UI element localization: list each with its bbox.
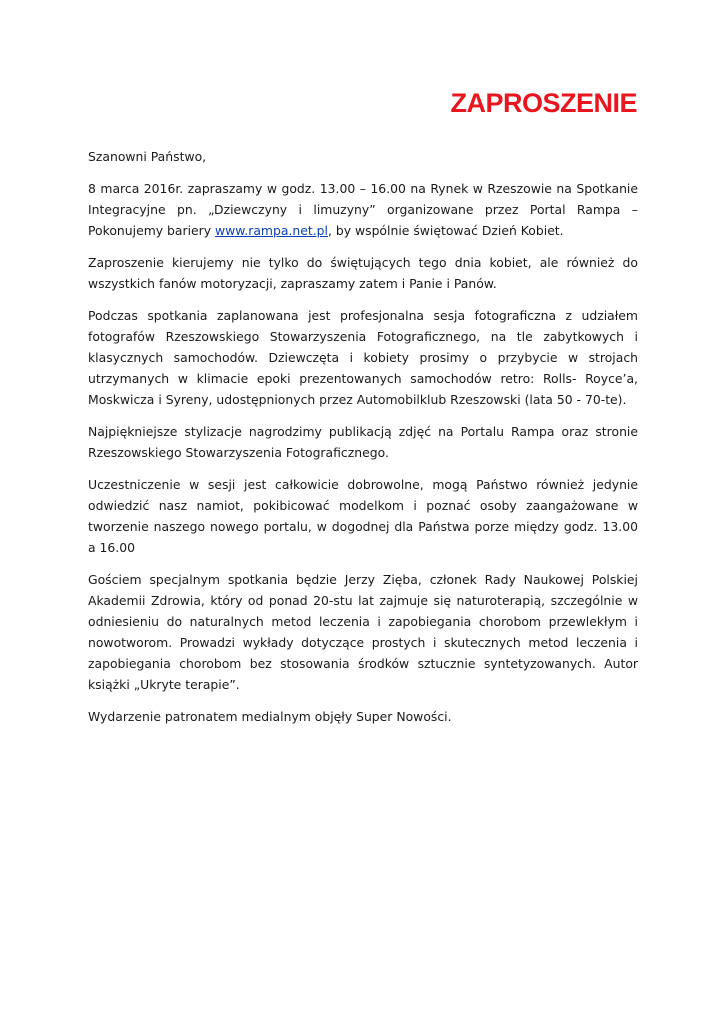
paragraph-special-guest: Gościem specjalnym spotkania będzie Jerzy Zięba, członek Rady Naukowej Polskiej Akademii Zdrowia, który od ponad 20-stu lat zajmuje się naturoterapią, szczególnie w odniesieniu do naturalnych metod leczenia i zapobiegania chorobom przewlekłym i nowotworom. Prowadzi wykłady dotyczące prostych i skutecznych metod leczenia i zapobiegania chorobom bez stosowania środków sztucznie syntetyzowanych. Autor książki „Ukryte terapie”. (88, 572, 638, 692)
paragraph-awards: Najpiękniejsze stylizacje nagrodzimy publikacją zdjęć na Portalu Rampa oraz stronie Rzeszowskiego Stowarzyszenia Fotograficznego. (88, 424, 638, 460)
paragraph-participation: Uczestniczenie w sesji jest całkowicie dobrowolne, mogą Państwo również jedynie odwiedzić nasz namiot, pokibicować modelkom i poznać osoby zaangażowane w tworzenie naszego nowego portalu, w dogodnej dla Państwa porze między godz. 13.00 a 16.00 (88, 477, 638, 555)
document-title: ZAPROSZENIE (450, 88, 637, 118)
paragraph-media-patronage: Wydarzenie patronatem medialnym objęły Super Nowości. (88, 709, 452, 724)
paragraph-event-date-text: 8 marca 2016r. zapraszamy w godz. 13.00 – 16.00 na Rynek w Rzeszowie na Spotkanie Integracyjne pn. „Dziewczyny i limuzyny” organizowane przez Portal Rampa – Pokonujemy bariery (88, 181, 638, 238)
document-body (88, 146, 638, 738)
paragraph-invitation-scope: Zaproszenie kierujemy nie tylko do świętujących tego dnia kobiet, ale również do wszystkich fanów motoryzacji, zapraszamy zatem i Panie i Panów. (88, 255, 638, 291)
paragraph-photo-session: Podczas spotkania zaplanowana jest profesjonalna sesja fotograficzna z udziałem fotografów Rzeszowskiego Stowarzyszenia Fotograficznego, na tle zabytkowych i klasycznych samochodów. Dziewczęta i kobiety prosimy o przybycie w strojach utrzymanych w klimacie epoki prezentowanych samochodów retro: Rolls- Royce’a, Moskwicza i Syreny, udostępnionych przez Automobilklub Rzeszowski (lata 50 - 70-te). (88, 308, 638, 407)
greeting: Szanowni Państwo, (88, 149, 207, 164)
paragraph-event-date (88, 178, 638, 241)
paragraph-event-date-text-end: , by wspólnie świętować Dzień Kobiet. (327, 223, 564, 238)
rampa-website-link[interactable]: www.rampa.net.pl (215, 223, 328, 238)
